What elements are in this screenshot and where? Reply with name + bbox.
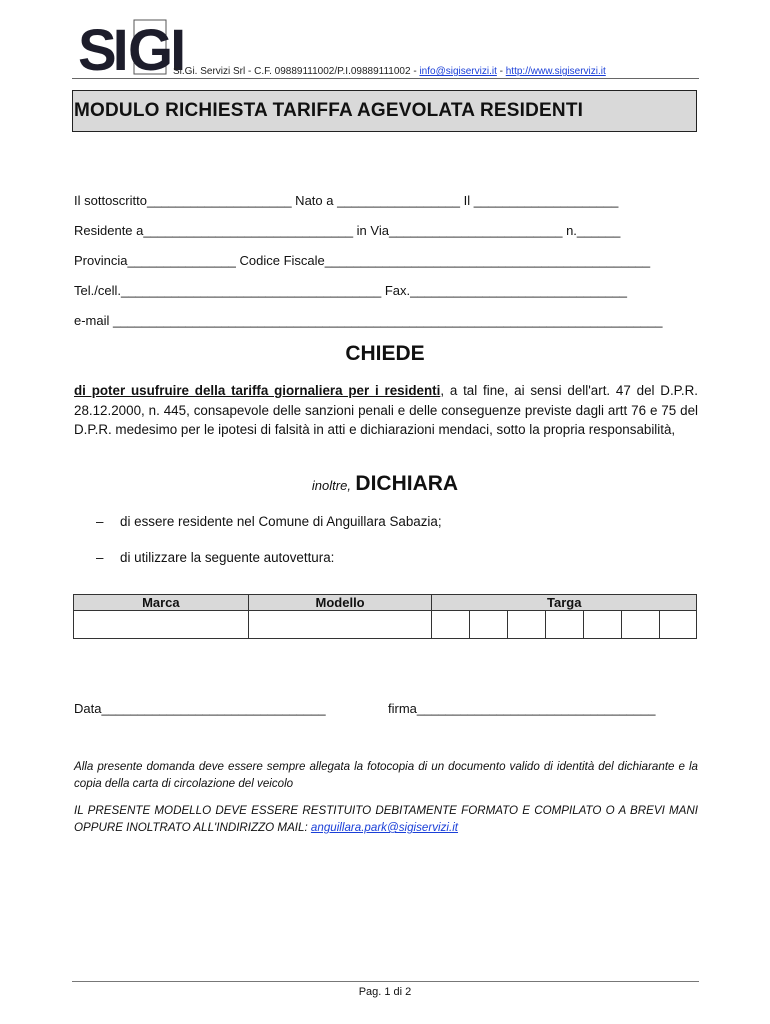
header-divider [72,78,699,79]
cell-targa-char[interactable] [470,611,508,639]
dichiara-prefix: inoltre, [311,478,351,493]
table-row [74,611,697,639]
line-provincia[interactable]: Provincia_______________ Codice Fiscale_____________________________________________ [74,253,651,268]
bullet-dash: – [96,514,104,529]
cell-modello[interactable] [248,611,432,639]
request-text: , a tal fine, ai sensi dell'art. 47 del D.P.R. 28.12.2000, n. 445, consapevole delle sanzioni penali e delle conseguenze previste dagli artt 76 e 75 del D.P.R. medesimo per le ipotesi di falsità in atti e dichiarazioni mendaci, sotto la propria responsabilità, [74,383,698,437]
date-line[interactable]: Data_______________________________ [74,701,326,716]
sigi-logo [76,18,184,83]
page-number: Pag. 1 di 2 [358,986,412,998]
attachment-note: Alla presente domanda deve essere sempre allegata la fotocopia di un documento valido di identità del dichiarante e la copia della carta di circolazione del veicolo [74,760,698,790]
company-details: Si.Gi. Servizi Srl - C.F. 09889111002/P.I.09889111002 - [173,66,420,77]
line-email[interactable]: e-mail ____________________________________________________________________________ [74,313,663,328]
bullet-dash: – [96,550,104,565]
cell-targa-char[interactable] [659,611,696,639]
bullet-text: di utilizzare la seguente autovettura: [120,550,335,565]
form-title: MODULO RICHIESTA TARIFFA AGEVOLATA RESIDENTI [74,100,584,121]
request-emphasis: di poter usufruire della tariffa giornaliera per i residenti [74,383,441,398]
line-residente[interactable]: Residente a_____________________________ in Via________________________ n.______ [74,223,621,238]
dichiara-word: DICHIARA [355,472,459,495]
footer-divider [72,981,699,982]
request-paragraph [74,381,698,440]
col-modello: Modello [248,595,432,611]
company-website-link[interactable]: http://www.sigiservizi.it [505,66,606,77]
chiede-heading: CHIEDE [345,342,425,365]
bullet-residenza [96,514,442,529]
header-separator: - [496,66,506,77]
return-note-text: IL PRESENTE MODELLO DEVE ESSERE RESTITUITO DEBITAMENTE FORMATO E COMPILATO O A BREVI MANI OPPURE INOLTRATO ALL'INDIRIZZO MAIL: [74,804,698,834]
company-email-link[interactable]: info@sigiservizi.it [419,66,497,77]
svg-text:GI: GI [128,18,184,83]
table-header-row [74,595,697,611]
cell-targa-char[interactable] [508,611,546,639]
signature-line[interactable]: firma_________________________________ [388,701,656,716]
svg-text:SI: SI [78,18,125,83]
cell-targa-char[interactable] [622,611,660,639]
dichiara-heading [0,472,770,496]
park-email-link[interactable]: anguillara.park@sigiservizi.it [310,821,459,834]
cell-targa-char[interactable] [432,611,470,639]
line-telefono[interactable]: Tel./cell.____________________________________ Fax.______________________________ [74,283,628,298]
vehicle-table [73,594,697,639]
bullet-text: di essere residente nel Comune di Anguillara Sabazia; [120,514,442,529]
cell-targa-char[interactable] [584,611,622,639]
bullet-autovettura [96,550,334,565]
return-note [74,802,698,836]
cell-marca[interactable] [74,611,249,639]
col-targa: Targa [432,595,697,611]
line-sottoscritto[interactable]: Il sottoscritto____________________ Nato a _________________ Il ____________________ [74,193,619,208]
cell-targa-char[interactable] [546,611,584,639]
company-info [173,66,606,77]
col-marca: Marca [74,595,249,611]
